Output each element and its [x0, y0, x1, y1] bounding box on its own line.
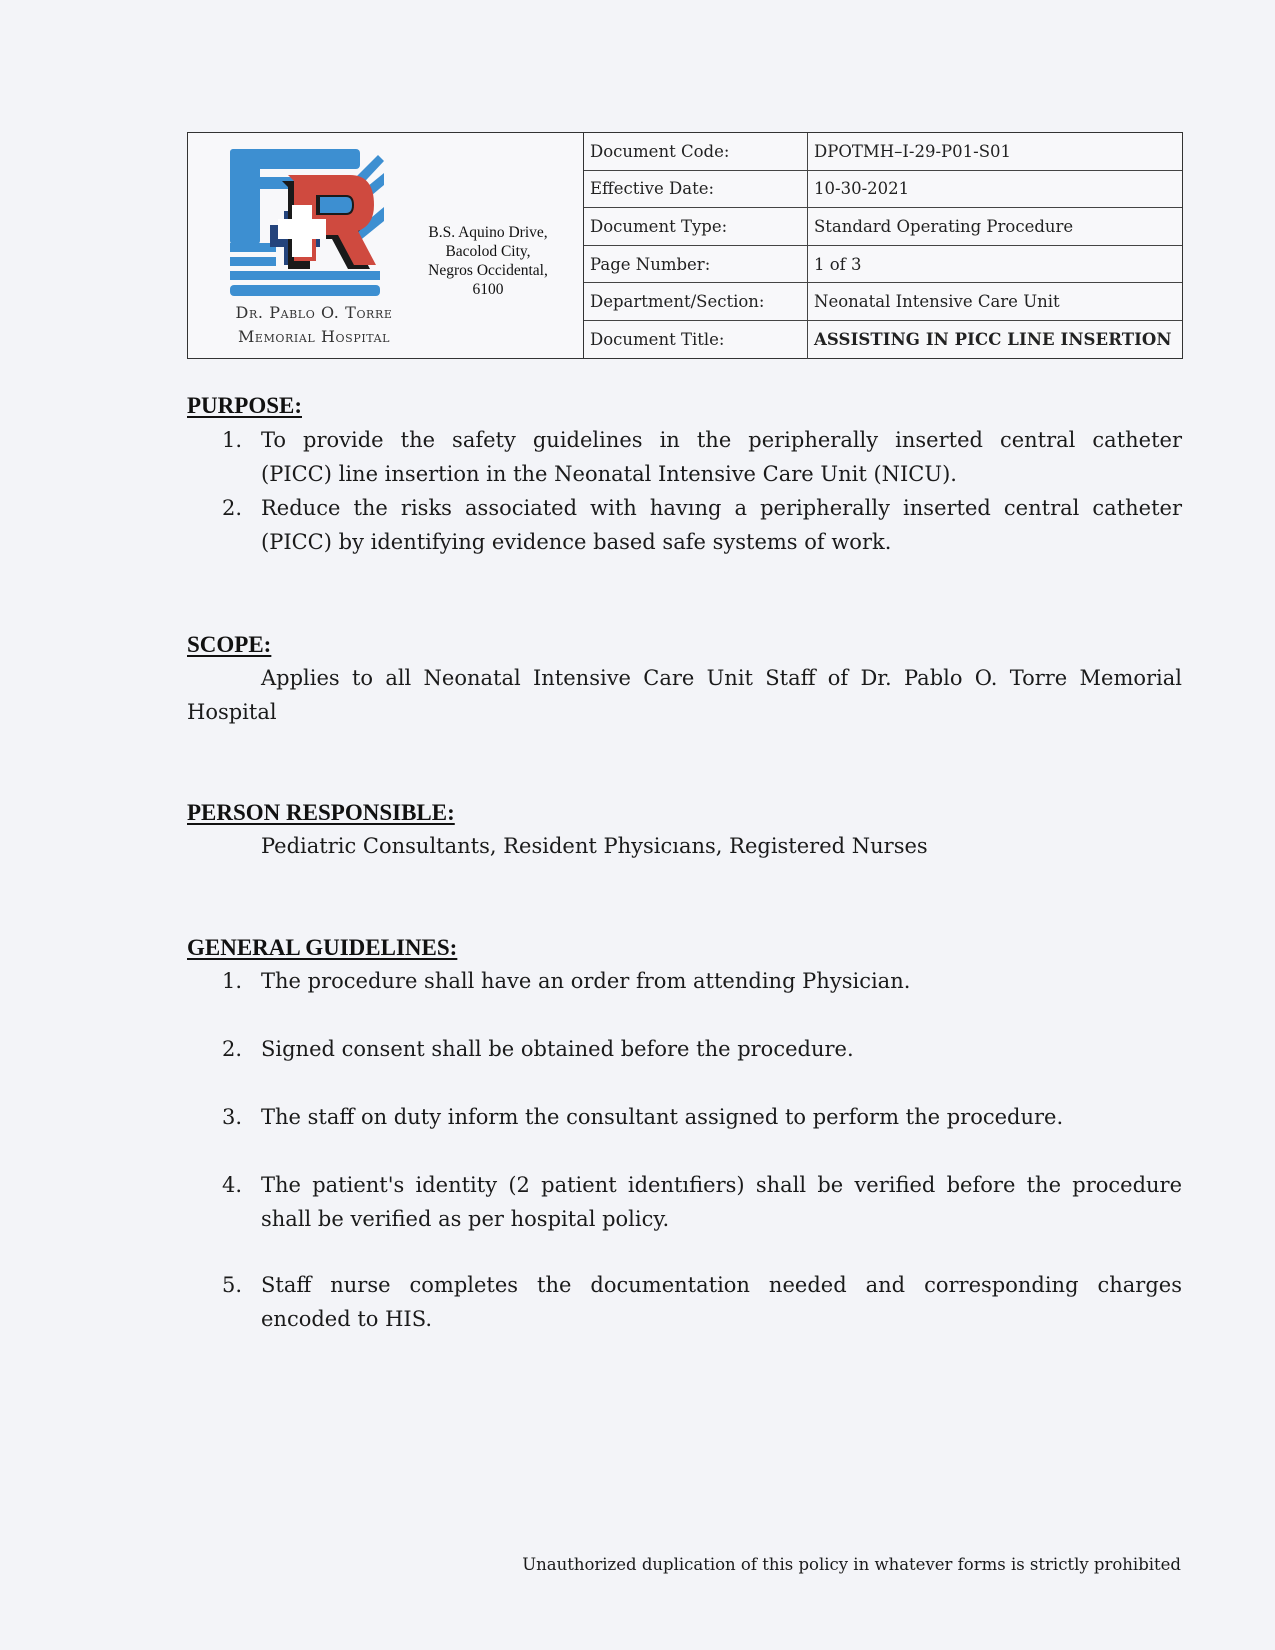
guideline-text: The patient's identity (2 patient identıfiers) shall be verified before the procedure — [261, 1173, 1182, 1197]
purpose-item-text: Reduce the risks associated with havıng a peripherally inserted central catheter — [261, 496, 1182, 520]
metadata-row-department — [584, 283, 1182, 321]
field-value: Neonatal Intensive Care Unit — [814, 292, 1060, 312]
field-label: Document Code: — [584, 133, 808, 170]
guideline-number: 5. — [222, 1273, 243, 1297]
purpose-item-text: To provide the safety guidelines in the peripherally inserted central catheter — [261, 428, 1182, 452]
document-title: ASSISTING IN PICC LINE INSERTION — [814, 330, 1172, 350]
address-line: Bacolod City, — [445, 243, 531, 260]
hospital-identity-cell — [188, 133, 583, 358]
scope-text-cont: Hospital — [187, 700, 277, 724]
hospital-name — [192, 301, 436, 349]
metadata-row-page-number — [584, 246, 1182, 284]
guideline-number: 4. — [222, 1173, 243, 1197]
address-line: 6100 — [472, 281, 504, 298]
field-label: Department/Section: — [584, 283, 808, 320]
hospital-name-line2: Memorial Hospital — [237, 327, 391, 346]
guideline-number: 1. — [222, 969, 243, 993]
person-responsible-heading: PERSON RESPONSIBLE: — [187, 800, 455, 825]
purpose-item-text-cont: (PICC) line insertion in the Neonatal Intensive Care Unit (NICU). — [261, 462, 957, 486]
hospital-name-line1: Dr. Pablo O. Torre — [235, 303, 393, 322]
scope-heading: SCOPE: — [187, 632, 272, 657]
address-line: B.S. Aquino Drive, — [428, 224, 548, 241]
purpose-item-number: 1. — [222, 428, 243, 452]
field-value: Standard Operating Procedure — [814, 216, 1074, 236]
field-label: Effective Date: — [584, 171, 808, 208]
field-label: Page Number: — [584, 246, 808, 283]
guideline-text: Signed consent shall be obtained before the procedure. — [261, 1037, 854, 1061]
purpose-heading: PURPOSE: — [187, 393, 302, 418]
guideline-number: 2. — [222, 1037, 243, 1061]
field-value: 10-30-2021 — [814, 179, 910, 199]
field-label: Document Title: — [584, 321, 808, 359]
scope-text: Applies to all Neonatal Intensive Care Unit Staff of Dr. Pablo O. Torre Memorial — [261, 666, 1182, 690]
metadata-row-document-title — [584, 321, 1182, 359]
guideline-text-cont: encoded to HIS. — [261, 1307, 433, 1331]
hospital-logo-icon — [228, 147, 384, 297]
guideline-text: The procedure shall have an order from attending Physician. — [261, 969, 911, 993]
guideline-text-cont: shall be verified as per hospital policy. — [261, 1207, 670, 1231]
general-guidelines-heading: GENERAL GUIDELINES: — [187, 935, 458, 960]
footer-notice: Unauthorized duplication of this policy in whatever forms is strictly prohibited — [522, 1555, 1181, 1574]
metadata-row-document-type — [584, 208, 1182, 246]
field-label: Document Type: — [584, 208, 808, 245]
purpose-item-text-cont: (PICC) by identifying evidence based safe systems of work. — [261, 530, 892, 554]
purpose-item-number: 2. — [222, 496, 243, 520]
field-value: DPOTMH–I-29-P01-S01 — [814, 141, 1012, 161]
guideline-text: Staff nurse completes the documentation needed and corresponding charges — [261, 1273, 1182, 1297]
hospital-address — [408, 223, 568, 299]
document-header-table — [187, 132, 1183, 359]
metadata-row-effective-date — [584, 171, 1182, 209]
guideline-text: The staff on duty inform the consultant assigned to perform the procedure. — [261, 1105, 1064, 1129]
person-responsible-text: Pediatric Consultants, Resident Physicıans, Registered Nurses — [261, 834, 928, 858]
document-metadata — [583, 133, 1182, 358]
address-line: Negros Occidental, — [428, 262, 548, 279]
guideline-number: 3. — [222, 1105, 243, 1129]
metadata-row-document-code — [584, 133, 1182, 171]
field-value: 1 of 3 — [814, 254, 862, 274]
